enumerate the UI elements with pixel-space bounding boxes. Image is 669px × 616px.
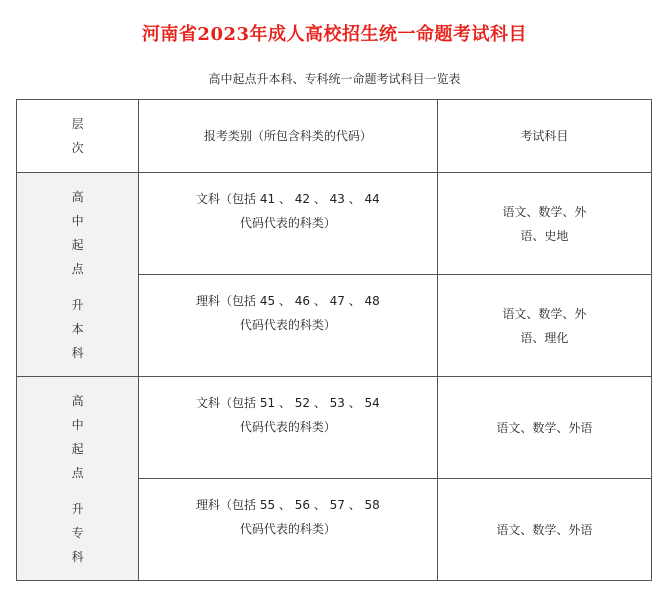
table-row bbox=[17, 173, 652, 275]
level-char: 中 bbox=[71, 213, 84, 228]
category-line: 理科（包括 55 、 56 、 57 、 58 bbox=[196, 498, 380, 512]
level-char: 点 bbox=[71, 261, 84, 276]
level-char: 升 bbox=[71, 501, 84, 516]
level-cell-bachelor bbox=[17, 173, 139, 377]
level-char: 中 bbox=[71, 417, 84, 432]
category-line: 文科（包括 51 、 52 、 53 、 54 bbox=[196, 396, 380, 410]
category-line: 代码代表的科类） bbox=[239, 216, 336, 230]
level-char: 升 bbox=[71, 297, 84, 312]
category-line: 代码代表的科类） bbox=[239, 318, 336, 332]
level-char: 本 bbox=[71, 321, 84, 336]
page-title: 河南省2023年成人高校招生统一命题考试科目 bbox=[141, 24, 528, 45]
level-char: 科 bbox=[71, 549, 84, 564]
subjects-cell bbox=[437, 275, 651, 377]
category-line: 代码代表的科类） bbox=[239, 420, 336, 434]
subjects-line: 语文、数学、外 bbox=[502, 204, 587, 219]
subjects-line: 语文、数学、外 bbox=[502, 306, 587, 321]
level-char: 点 bbox=[71, 465, 84, 480]
table-header-row bbox=[17, 100, 652, 173]
level-char: 科 bbox=[71, 345, 84, 360]
table-caption: 高中起点升本科、专科统一命题考试科目一览表 bbox=[208, 72, 461, 86]
category-cell bbox=[139, 275, 437, 377]
level-char: 高 bbox=[71, 393, 84, 408]
level-char: 起 bbox=[71, 237, 84, 252]
level-cell-associate bbox=[17, 377, 139, 581]
category-cell bbox=[139, 377, 437, 479]
category-cell bbox=[139, 173, 437, 275]
level-char: 高 bbox=[71, 189, 84, 204]
category-line: 理科（包括 45 、 46 、 47 、 48 bbox=[196, 294, 380, 308]
header-level-line1: 层 bbox=[71, 117, 84, 131]
subjects-line: 语文、数学、外语 bbox=[496, 420, 593, 435]
category-line: 代码代表的科类） bbox=[239, 522, 336, 536]
subjects-cell bbox=[437, 173, 651, 275]
header-subjects: 考试科目 bbox=[437, 100, 651, 173]
subjects-line: 语、理化 bbox=[520, 330, 569, 345]
subjects-cell bbox=[437, 479, 651, 581]
header-level-line2: 次 bbox=[71, 141, 84, 155]
subjects-line: 语、史地 bbox=[520, 228, 569, 243]
level-char: 专 bbox=[71, 525, 84, 540]
category-line: 文科（包括 41 、 42 、 43 、 44 bbox=[196, 192, 380, 206]
header-level bbox=[17, 100, 139, 173]
header-category: 报考类别（所包含科类的代码） bbox=[139, 100, 437, 173]
subjects-cell bbox=[437, 377, 651, 479]
level-char: 起 bbox=[71, 441, 84, 456]
subjects-line: 语文、数学、外语 bbox=[496, 522, 593, 537]
exam-subjects-table bbox=[16, 99, 652, 581]
table-row bbox=[17, 377, 652, 479]
category-cell bbox=[139, 479, 437, 581]
